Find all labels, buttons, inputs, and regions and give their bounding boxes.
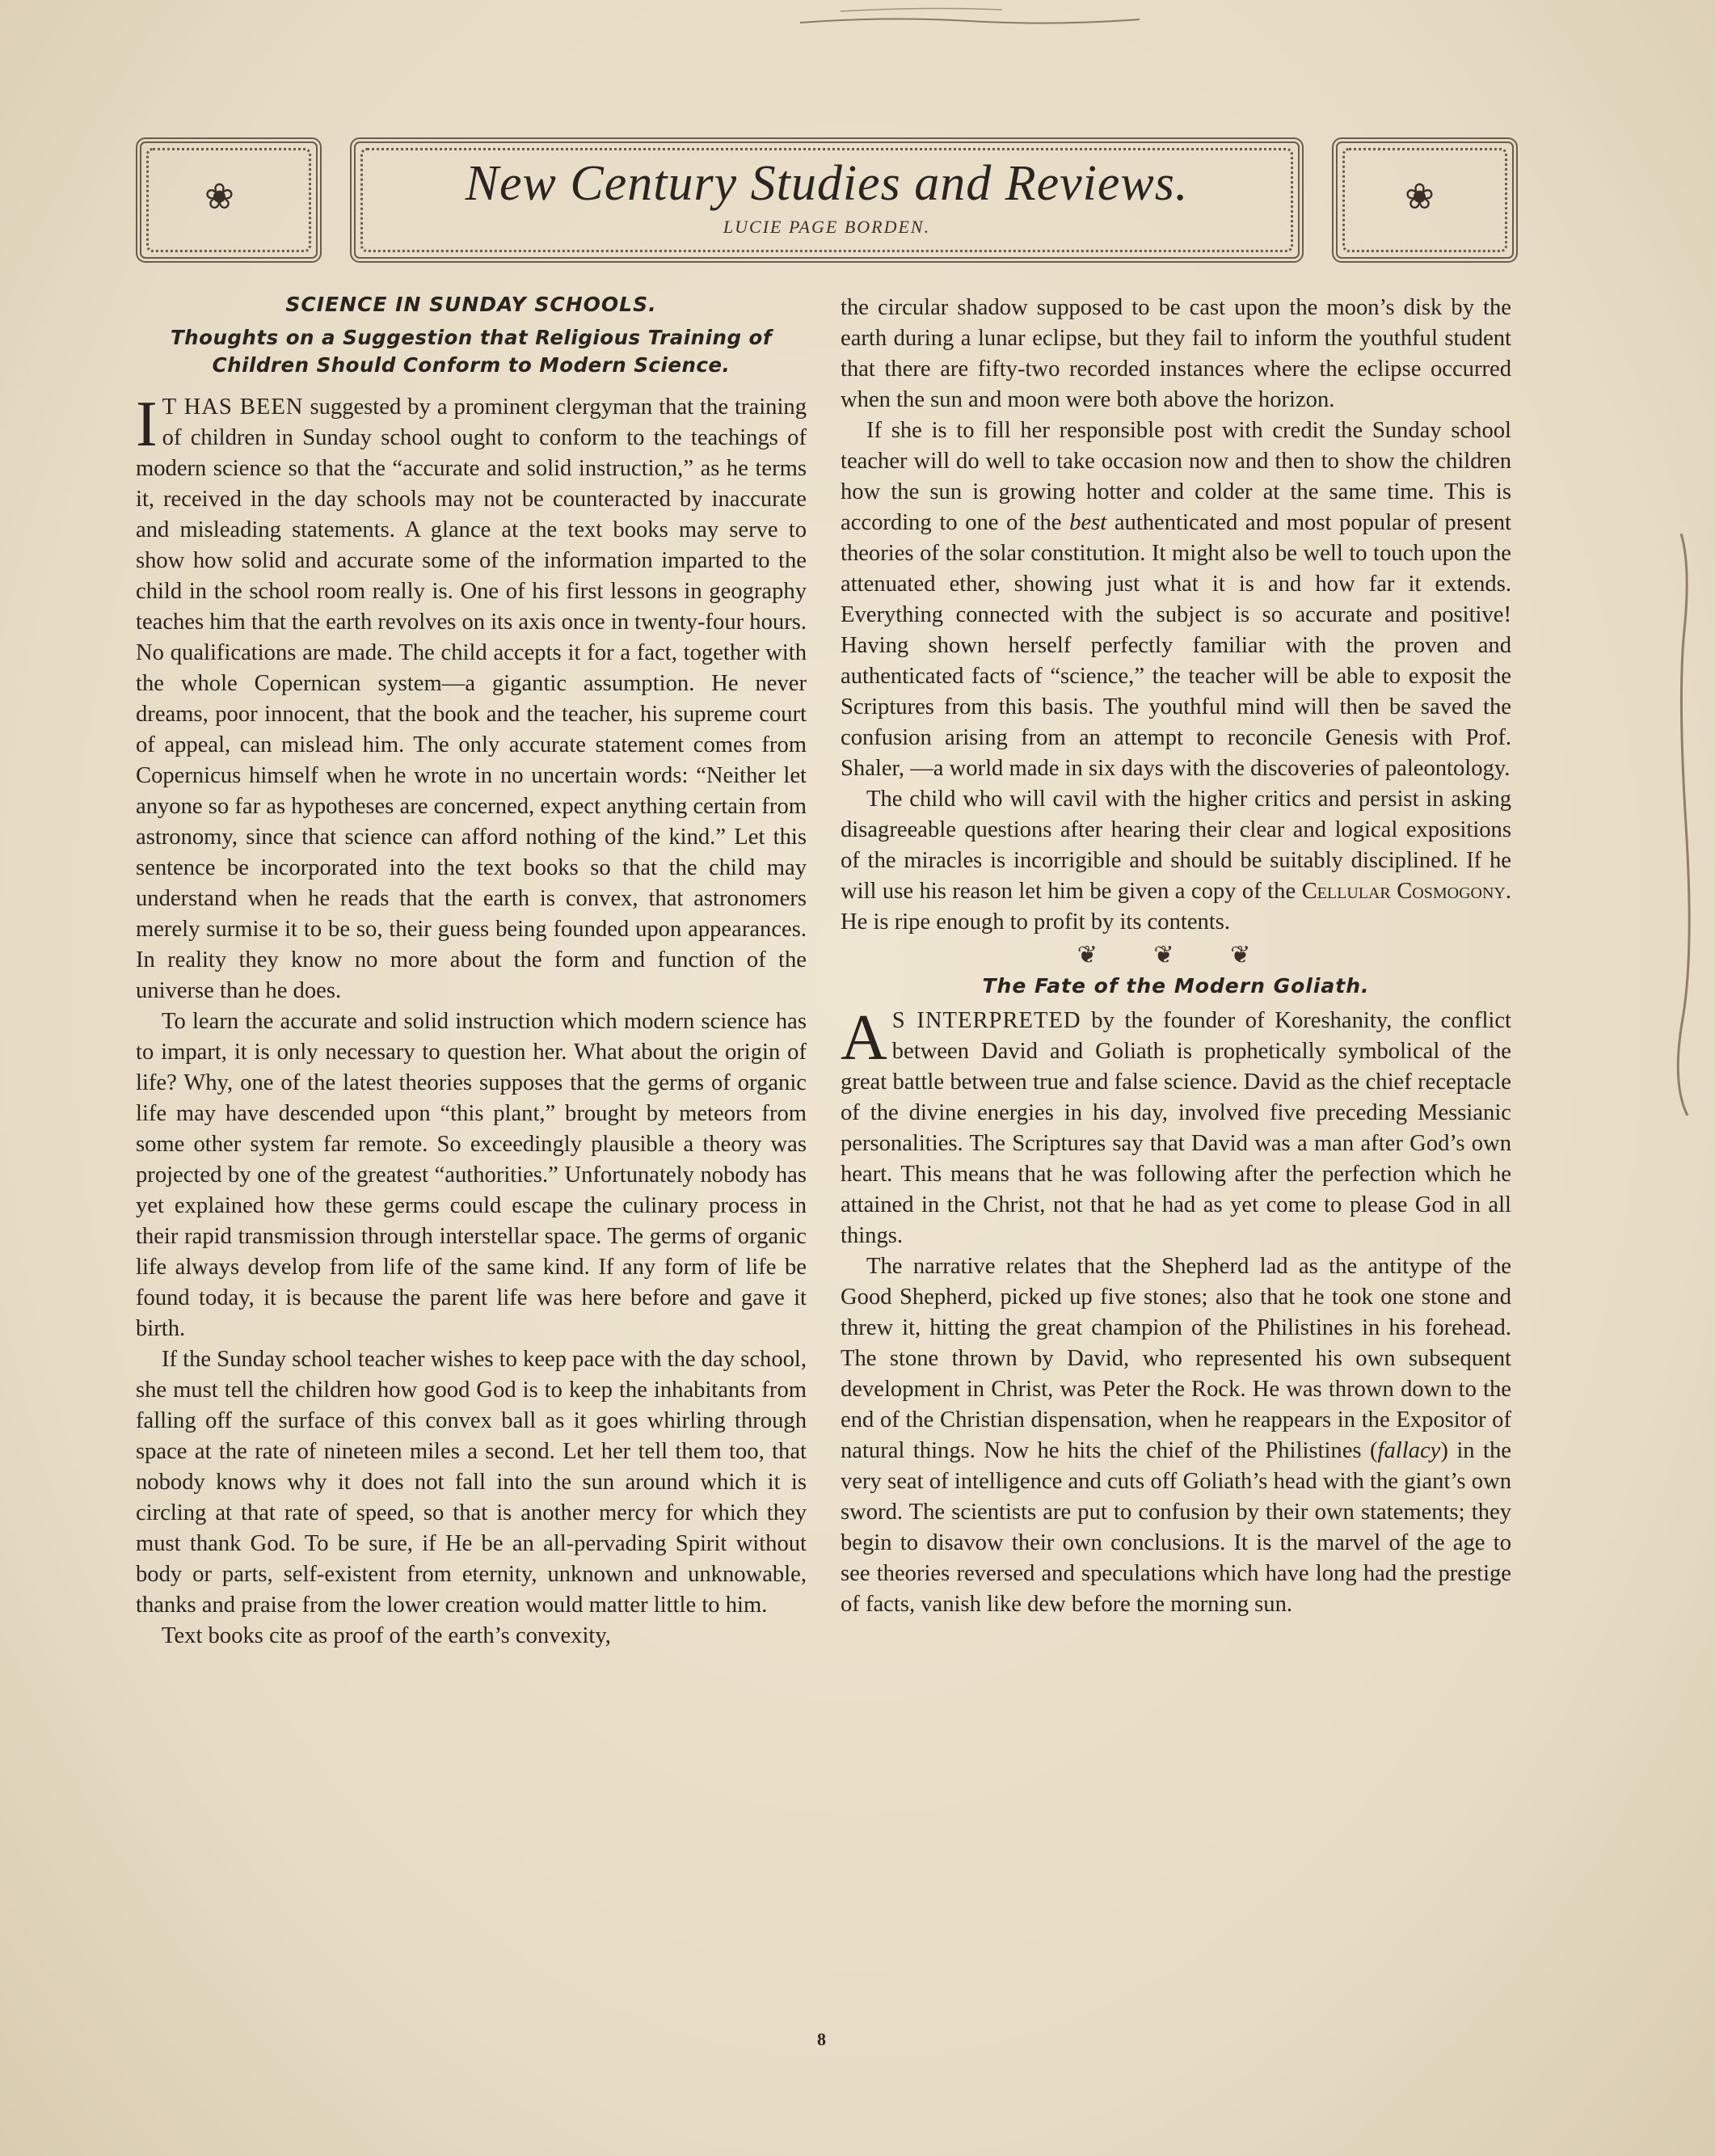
paragraph [136, 389, 807, 1006]
paragraph [841, 1002, 1511, 1251]
paragraph [841, 1251, 1511, 1620]
book-title: Cellular Cosmogony. [1301, 879, 1511, 904]
emphasis: best [1069, 510, 1107, 535]
paragraph-text: If she is to fill her responsible post with credit the Sunday school teacher will do well to take occasion now and then to show the children how the sun is growing hotter and colder at the same time. This is according to one of the [841, 418, 1511, 535]
article-heading: The Fate of the Modern Goliath. [982, 974, 1370, 998]
article-subheading: Thoughts on a Suggestion that Religious Training of Children Should Conform to Modern Science. [170, 326, 773, 377]
column-left [136, 293, 807, 1652]
drop-cap: I [136, 389, 158, 460]
column-right [841, 293, 1511, 1620]
paragraph-text: The child who will cavil with the higher critics and persist in asking disagreeable questions after hearing their clear and logical expositions of the miracles is incorrigible and should be suitably disciplined. If he will use his reason let him be given a copy of the [841, 787, 1511, 904]
paragraph-text: by the founder of Koreshanity, the conflict between David and Goliath is prophetically symbolical of the great battle between true and false science. David as the chief receptacle of the divine energies in his day, involved five preceding Messianic personalities. The Scriptures say that David was a man after God’s own heart. This means that he was following after the perfection which he attained in the Christ, not that he had as yet come to please God in all things. [841, 1008, 1511, 1248]
paragraph: If the Sunday school teacher wishes to keep pace with the day school, she must tell the children how good God is to keep the inhabitants from falling off the surface of this convex ball as it goes whirling through space at the rate of nineteen miles a second. Let her tell them too, that nobody knows why it does not fall into the sun around which it is circling at that rate of speed, so that is another mercy for which they must thank God. To be sure, if He be an all-pervading Spirit without body or parts, self-existent from eternity, unknown and unknowable, thanks and praise from the lower creation would matter little to him. [136, 1347, 807, 1618]
drop-cap: A [841, 1002, 887, 1074]
paragraph: Text books cite as proof of the earth’s convexity, [162, 1623, 611, 1648]
paragraph [841, 784, 1511, 938]
paragraph: To learn the accurate and solid instruction which modern science has to impart, it is only necessary to question her. What about the origin of life? Why, one of the latest theories supposes that the germs of organic life may have descended upon “this plant,” brought by meteors from some other system far remote. So exceedingly plausible a theory was projected by one of the greatest “authorities.” Unfortunately nobody has yet explained how these germs could escape the culinary process in their rapid transmission through interstellar space. The germs of organic life always develop from life of the same kind. If any form of life be found today, it is because the parent life was here before and gave it birth. [136, 1009, 807, 1341]
article-heading: SCIENCE IN SUNDAY SCHOOLS. [285, 293, 657, 316]
section-divider: ❦ ❦ ❦ [1077, 941, 1275, 969]
floral-ornament-icon: ❀ [204, 176, 234, 217]
lead-in-caps: T HAS BEEN [162, 394, 304, 420]
author-byline: LUCIE PAGE BORDEN. [723, 217, 931, 237]
page-title: New Century Studies and Reviews. [465, 156, 1189, 211]
emphasis: fallacy [1377, 1438, 1441, 1463]
paragraph: the circular shadow supposed to be cast upon the moon’s disk by the earth during a lunar eclipse, but they fail to inform the youthful student that there are fifty-two recorded instances where the eclipse occurred when the sun and moon were both above the horizon. [841, 295, 1511, 412]
paragraph [841, 416, 1511, 784]
paragraph-text: authenticated and most popular of present theories of the solar constitution. It might also be well to touch upon the attenuated ether, showing just what it is and how far it extends. Everything connected with the subject is so accurate and positive! Having shown herself perfectly familiar with the proven and authenticated facts of “science,” the teacher will be able to exposit the Scriptures from this basis. The youthful mind will then be saved the confusion arising from an attempt to reconcile Genesis with Prof. Shaler, —a world made in six days with the discoveries of paleontology. [841, 510, 1511, 781]
lead-in-caps: S INTERPRETED [891, 1008, 1081, 1033]
binding-edge [1673, 534, 1697, 1116]
paragraph-text: suggested by a prominent clergyman that the training of children in Sunday school ought to conform to the teachings of modern science so that the “accurate and solid instruction,” as he terms it, received in the day schools may not be counteracted by inaccurate and misleading statements. A glance at the text books may serve to show how solid and accurate some of the information imparted to the child in the school room really is. One of his first lessons in geography teaches him that the earth revolves on its axis once in twenty-four hours. No qualifications are made. The child accepts it for a fact, together with the whole Copernican system—a gigantic assumption. He never dreams, poor innocent, that the book and the teacher, his supreme court of appeal, can mislead him. The only accurate statement comes from Copernicus himself when he wrote in no uncertain words: “Neither let anyone so far as hypotheses are concerned, expect anything certain from astronomy, since that science can afford nothing of the kind.” Let this sentence be incorporated into the text books so that the child may understand when he reads that the earth is convex, that astronomers merely surmise it to be so, their guess being founded upon appearances. In reality they know no more about the form and function of the universe than he does. [136, 394, 807, 1003]
paragraph-text: He is ripe enough to profit by its contents. [841, 909, 1231, 935]
paragraph-text: The narrative relates that the Shepherd lad as the antitype of the Good Shepherd, picked up five stones; also that he took one stone and threw it, hitting the great champion of the Philistines in his forehead. The stone thrown by David, who represented his own subsequent development in Christ, was Peter the Rock. He was thrown down to the end of the Christian dispensation, when he reappears in the Expositor of natural things. Now he hits the chief of the Philistines ( [841, 1254, 1511, 1463]
paragraph-text: ) in the very seat of intelligence and cuts off Goliath’s head with the giant’s own sword. The scientists are put to confusion by their own statements; they begin to disavow their own conclusions. It is the marvel of the age to see theories reversed and speculations which have long had the prestige of facts, vanish like dew before the morning sun. [841, 1438, 1511, 1617]
page-fold-mark [792, 0, 1148, 32]
masthead [136, 137, 1518, 263]
floral-ornament-icon: ❀ [1405, 176, 1435, 217]
page-number: 8 [817, 2029, 826, 2049]
